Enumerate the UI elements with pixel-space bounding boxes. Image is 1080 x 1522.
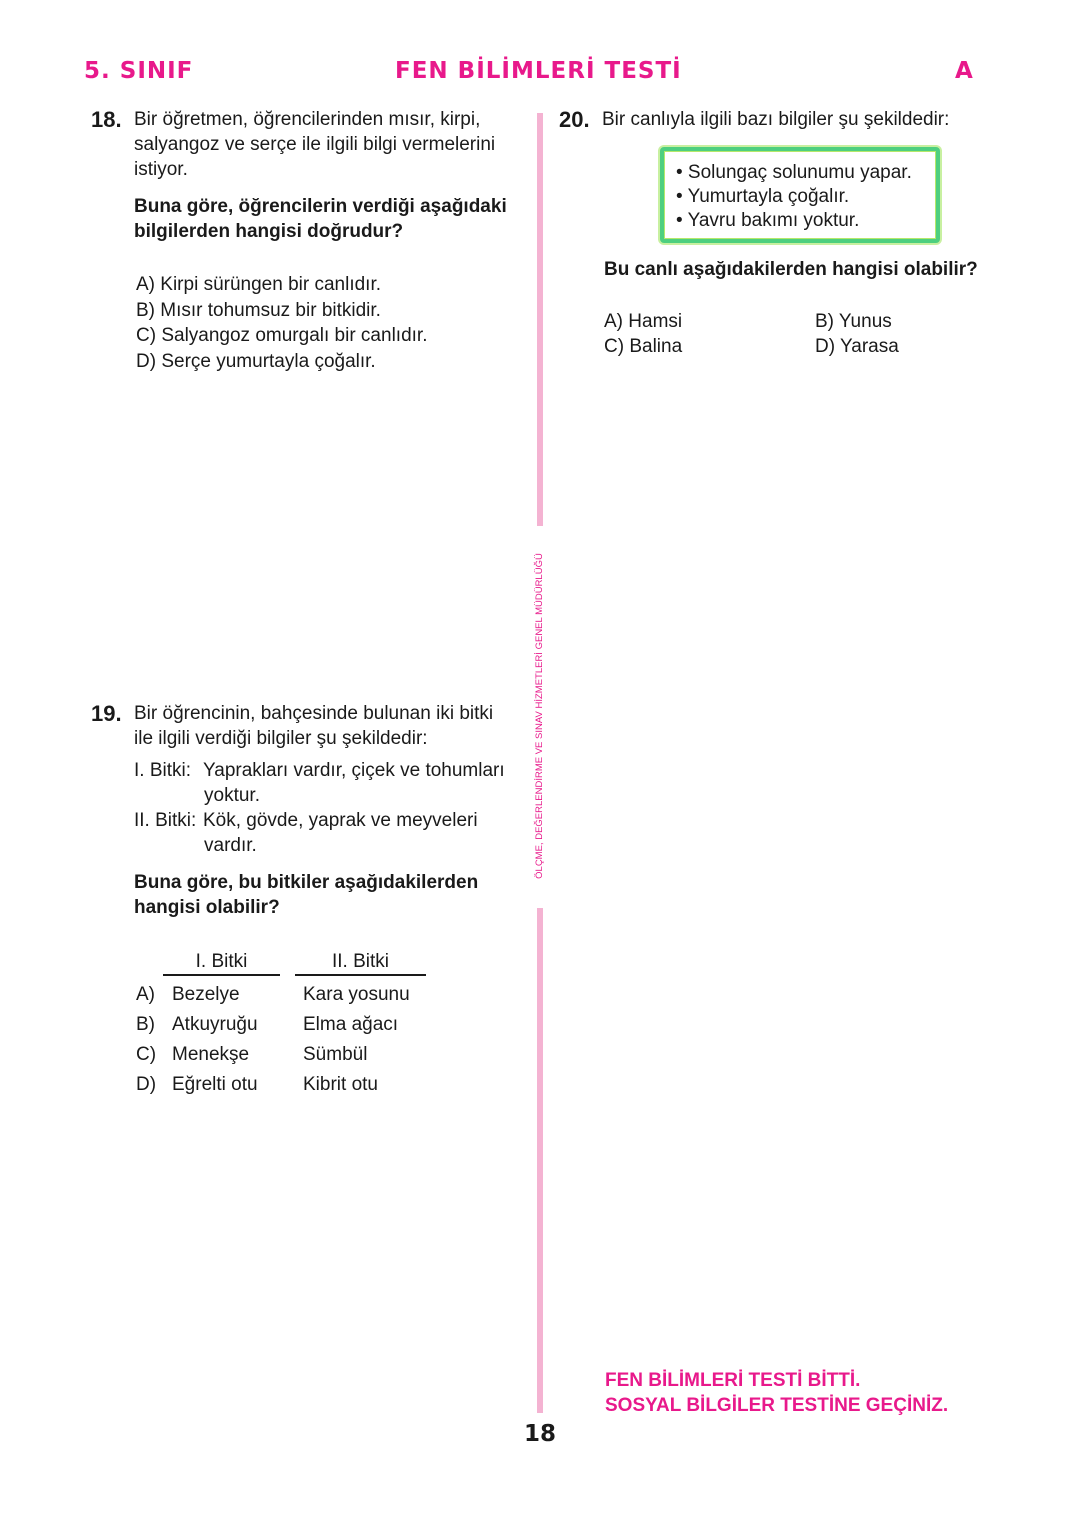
stem-line: salyangoz ve serçe ile ilgili bilgi vermelerini (134, 134, 496, 155)
fact-item: • Solungaç solunumu yapar. (676, 162, 912, 183)
question-18-stem (134, 107, 495, 182)
option-letter: B) (136, 1014, 155, 1035)
option-letter: A) (136, 984, 155, 1005)
option-row-a[interactable] (136, 980, 410, 1010)
question-19-options (136, 980, 410, 1100)
plant-1-label: I. Bitki: (134, 760, 192, 781)
question-18-number: 18. (91, 107, 122, 132)
plant-1-info (203, 758, 505, 808)
plant-2-answer: Kara yosunu (303, 984, 410, 1005)
grade-label: 5. SINIF (84, 58, 194, 84)
column-divider-bottom (537, 908, 543, 1413)
plant-2-label: II. Bitki: (134, 810, 197, 831)
option-d[interactable]: D) Yarasa (815, 336, 899, 357)
plant-2-answer: Sümbül (303, 1044, 368, 1065)
stem-line: Bir öğretmen, öğrencilerinden mısır, kirpi, (134, 109, 481, 130)
end-note-line: FEN BİLİMLERİ TESTİ BİTTİ. (605, 1370, 861, 1391)
question-18-prompt (134, 194, 507, 244)
option-b[interactable]: B) Mısır tohumsuz bir bitkidir. (136, 299, 381, 321)
option-row-d[interactable] (136, 1070, 410, 1100)
booklet-letter: A (955, 58, 974, 84)
side-institution-label: ÖLÇME, DEĞERLENDİRME VE SINAV HİZMETLERİ GENEL MÜDÜRLÜĞÜ (534, 553, 545, 879)
plant-2-info (203, 808, 478, 858)
fact-item: • Yavru bakımı yoktur. (676, 210, 860, 231)
prompt-line: Buna göre, öğrencilerin verdiği aşağıdaki (134, 196, 507, 217)
column-header-plant-1: I. Bitki (163, 951, 280, 976)
option-d[interactable]: D) Serçe yumurtayla çoğalır. (136, 350, 376, 372)
question-19-stem (134, 701, 493, 751)
stem-line: Bir öğrencinin, bahçesinde bulunan iki bitki (134, 703, 494, 724)
info-line: vardır. (204, 835, 257, 856)
page-number: 18 (524, 1421, 557, 1447)
question-18-options (136, 272, 427, 374)
plant-1-answer: Atkuyruğu (172, 1014, 258, 1035)
column-header-plant-2: II. Bitki (295, 951, 426, 976)
plant-2-answer: Elma ağacı (303, 1014, 399, 1035)
test-title: FEN BİLİMLERİ TESTİ (395, 58, 682, 84)
fact-item: • Yumurtayla çoğalır. (676, 186, 850, 207)
plant-1-answer: Eğrelti otu (172, 1074, 258, 1095)
question-19-number: 19. (91, 701, 122, 726)
question-19-prompt (134, 870, 478, 920)
option-a[interactable]: A) Kirpi sürüngen bir canlıdır. (136, 274, 382, 295)
end-of-test-note (605, 1368, 948, 1418)
option-b[interactable]: B) Yunus (815, 311, 892, 332)
option-c[interactable]: C) Salyangoz omurgalı bir canlıdır. (136, 325, 428, 346)
stem-line: ile ilgili verdiği bilgiler şu şekildedir: (134, 728, 428, 749)
option-c[interactable]: C) Balina (604, 336, 683, 357)
question-20-prompt: Bu canlı aşağıdakilerden hangisi olabilir? (604, 259, 978, 280)
question-20-stem: Bir canlıyla ilgili bazı bilgiler şu şekildedir: (602, 109, 950, 130)
prompt-line: bilgilerden hangisi doğrudur? (134, 221, 404, 242)
plant-1-answer: Bezelye (172, 984, 240, 1005)
info-line: Yaprakları vardır, çiçek ve tohumları (203, 760, 505, 781)
plant-1-answer: Menekşe (172, 1044, 250, 1065)
option-letter: D) (136, 1074, 157, 1095)
question-20-number: 20. (559, 107, 590, 132)
prompt-line: hangisi olabilir? (134, 897, 280, 918)
info-line: yoktur. (204, 785, 260, 806)
option-row-c[interactable] (136, 1040, 410, 1070)
column-divider-top (537, 113, 543, 526)
option-row-b[interactable] (136, 1010, 410, 1040)
option-letter: C) (136, 1044, 157, 1065)
info-box (660, 147, 940, 243)
end-note-line: SOSYAL BİLGİLER TESTİNE GEÇİNİZ. (605, 1395, 949, 1416)
option-a[interactable]: A) Hamsi (604, 311, 683, 332)
info-line: Kök, gövde, yaprak ve meyveleri (203, 810, 478, 831)
prompt-line: Buna göre, bu bitkiler aşağıdakilerden (134, 872, 479, 893)
stem-line: istiyor. (134, 159, 188, 180)
plant-2-answer: Kibrit otu (303, 1074, 378, 1095)
info-box-facts (676, 161, 912, 233)
